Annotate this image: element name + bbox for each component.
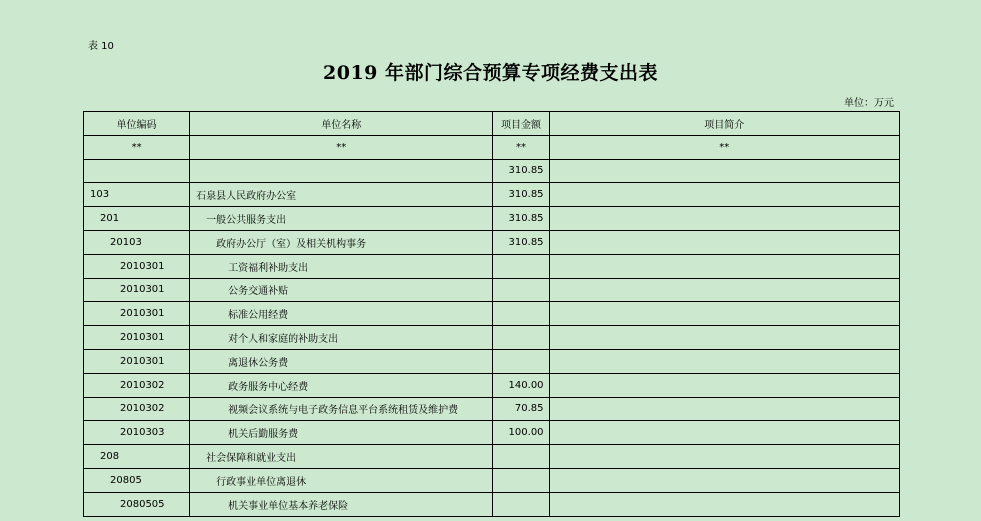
project-description-cell [549, 492, 899, 516]
project-description-cell [549, 183, 899, 207]
table-row [84, 183, 900, 207]
project-description-cell [549, 468, 899, 492]
unit-label: 单位：万元 [844, 98, 894, 109]
unit-code-cell: 2010301 [84, 326, 190, 350]
unit-name-cell: 离退休公务费 [190, 349, 493, 373]
project-amount-cell [493, 302, 549, 326]
table-row [84, 302, 900, 326]
unit-name-cell: 社会保障和就业支出 [190, 445, 493, 469]
unit-code-cell: 208 [84, 445, 190, 469]
header-unit-name: 单位名称 [190, 112, 493, 136]
unit-name-cell: 视频会议系统与电子政务信息平台系统租赁及维护费 [190, 397, 493, 421]
unit-code-cell: 2080505 [84, 492, 190, 516]
marker-cell: ** [190, 135, 493, 159]
unit-name-cell: 机关事业单位基本养老保险 [190, 492, 493, 516]
table-row [84, 254, 900, 278]
unit-name-cell: 工资福利补助支出 [190, 254, 493, 278]
unit-name-cell: 政府办公厅（室）及相关机构事务 [190, 230, 493, 254]
unit-name-cell: 标准公用经费 [190, 302, 493, 326]
project-description-cell [549, 421, 899, 445]
table-row [84, 349, 900, 373]
header-unit-code: 单位编码 [84, 112, 190, 136]
unit-code-cell: 2010301 [84, 349, 190, 373]
unit-code-cell: 2010301 [84, 302, 190, 326]
unit-name-cell: 政务服务中心经费 [190, 373, 493, 397]
project-amount-cell [493, 445, 549, 469]
table-row [84, 421, 900, 445]
table-row [84, 373, 900, 397]
project-amount-cell: 310.85 [493, 159, 549, 183]
table-row [84, 397, 900, 421]
unit-name-cell [190, 159, 493, 183]
unit-name-cell: 公务交通补贴 [190, 278, 493, 302]
table-row [84, 230, 900, 254]
project-amount-cell [493, 326, 549, 350]
project-description-cell [549, 397, 899, 421]
project-amount-cell: 310.85 [493, 183, 549, 207]
marker-cell: ** [84, 135, 190, 159]
project-amount-cell: 310.85 [493, 207, 549, 231]
project-amount-cell: 100.00 [493, 421, 549, 445]
project-amount-cell [493, 468, 549, 492]
marker-row [84, 135, 900, 159]
table-row [84, 492, 900, 516]
unit-code-cell: 2010302 [84, 397, 190, 421]
project-description-cell [549, 349, 899, 373]
table-row [84, 468, 900, 492]
project-description-cell [549, 373, 899, 397]
project-description-cell [549, 159, 899, 183]
project-amount-cell [493, 254, 549, 278]
unit-name-cell: 石泉县人民政府办公室 [190, 183, 493, 207]
project-amount-cell [493, 492, 549, 516]
table-row [84, 159, 900, 183]
unit-code-cell [84, 159, 190, 183]
header-project-description: 项目简介 [549, 112, 899, 136]
table-row [84, 326, 900, 350]
project-amount-cell [493, 349, 549, 373]
unit-name-cell: 对个人和家庭的补助支出 [190, 326, 493, 350]
unit-code-cell: 103 [84, 183, 190, 207]
page-title: 2019 年部门综合预算专项经费支出表 [323, 62, 658, 84]
header-project-amount: 项目金额 [493, 112, 549, 136]
project-amount-cell [493, 278, 549, 302]
table-row [84, 278, 900, 302]
project-amount-cell: 140.00 [493, 373, 549, 397]
project-amount-cell: 310.85 [493, 230, 549, 254]
project-description-cell [549, 207, 899, 231]
unit-code-cell: 20805 [84, 468, 190, 492]
unit-code-cell: 201 [84, 207, 190, 231]
project-description-cell [549, 254, 899, 278]
unit-code-cell: 2010303 [84, 421, 190, 445]
project-description-cell [549, 278, 899, 302]
project-description-cell [549, 302, 899, 326]
project-amount-cell: 70.85 [493, 397, 549, 421]
unit-name-cell: 一般公共服务支出 [190, 207, 493, 231]
marker-cell: ** [549, 135, 899, 159]
table-number: 表 10 [88, 41, 114, 52]
unit-code-cell: 20103 [84, 230, 190, 254]
unit-code-cell: 2010302 [84, 373, 190, 397]
project-description-cell [549, 445, 899, 469]
unit-name-cell: 机关后勤服务费 [190, 421, 493, 445]
header-row [84, 112, 900, 136]
project-description-cell [549, 326, 899, 350]
unit-code-cell: 2010301 [84, 278, 190, 302]
table-row [84, 207, 900, 231]
table-row [84, 445, 900, 469]
marker-cell: ** [493, 135, 549, 159]
unit-name-cell: 行政事业单位离退休 [190, 468, 493, 492]
unit-code-cell: 2010301 [84, 254, 190, 278]
budget-table [83, 111, 900, 517]
project-description-cell [549, 230, 899, 254]
